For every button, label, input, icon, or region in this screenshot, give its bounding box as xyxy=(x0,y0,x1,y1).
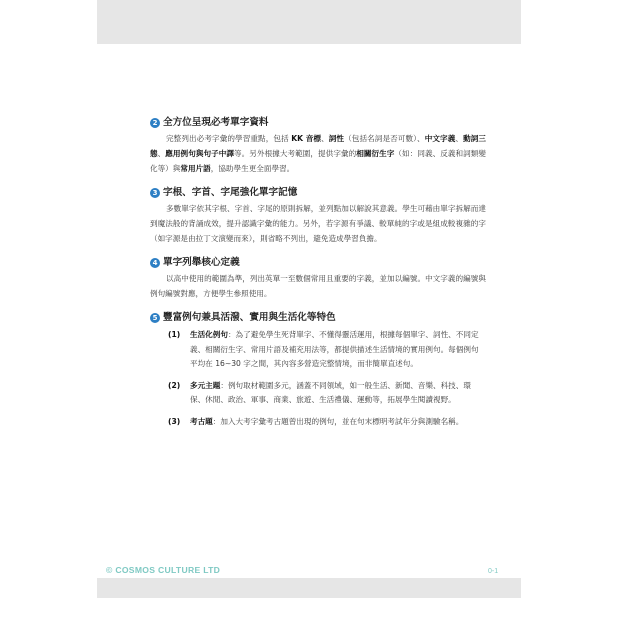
section-5 xyxy=(150,311,486,430)
list-item-title: 考古題 xyxy=(190,416,213,426)
list-item-text: ：為了避免學生死背單字、不懂得靈活運用，根據每個單字、詞性、不同定義、相關衍生字、常用片語及補充用法等，都提供描述生活情境的實用例句。每個例句平均在 16∼30 字之間，其內容多營造完整情境，而非簡單直述句。 xyxy=(190,330,479,369)
paragraph-text: 、 xyxy=(321,134,329,143)
list-item-body xyxy=(190,379,486,408)
list-item-number: (1) xyxy=(168,330,181,339)
list-item-body xyxy=(190,415,486,430)
section-paragraph xyxy=(150,131,486,176)
section-2 xyxy=(150,116,486,176)
top-gray-band xyxy=(97,0,521,44)
highlight-term: 中文字義 xyxy=(424,134,456,143)
paragraph-text: 以高中使用的範圍為準，列出英單一至數個常用且重要的字義，並加以編號。中文字義的編號與例句編號對應，方便學生參照使用。 xyxy=(150,274,486,298)
list-item xyxy=(168,415,486,430)
section-3 xyxy=(150,186,486,246)
highlight-term: 詞性 xyxy=(328,134,345,143)
bottom-gray-band xyxy=(97,578,521,598)
list-item-text: ：加入大考字彙考古題曾出現的例句，並在句末標明考試年分與測驗名稱。 xyxy=(212,416,464,426)
paragraph-text: 、 xyxy=(157,149,166,158)
paragraph-text: （包括名詞是否可數）、 xyxy=(344,134,425,143)
highlight-term: 相關衍生字 xyxy=(356,149,395,158)
section-heading xyxy=(150,256,486,269)
example-features-list xyxy=(150,328,486,430)
section-number-badge: 4 xyxy=(150,258,160,268)
section-paragraph xyxy=(150,271,486,301)
section-number-badge: 5 xyxy=(150,313,160,323)
highlight-term: 動詞三態 xyxy=(150,134,486,158)
section-title: 字根、字首、字尾強化單字記憶 xyxy=(163,187,298,198)
list-item-number: (2) xyxy=(168,380,181,390)
section-title: 全方位呈現必考單字資料 xyxy=(163,117,269,128)
list-item xyxy=(168,328,486,372)
section-title: 豐富例句兼具活潑、實用與生活化等特色 xyxy=(163,312,336,323)
list-item-body xyxy=(190,328,486,372)
publisher-brand: © COSMOS CULTURE LTD xyxy=(106,565,221,575)
section-4 xyxy=(150,256,486,301)
section-number-badge: 2 xyxy=(150,118,160,128)
section-number-badge: 3 xyxy=(150,188,160,198)
paragraph-text: ，協助學生更全面學習。 xyxy=(210,164,295,173)
page-number: 0-1 xyxy=(488,568,499,575)
section-paragraph xyxy=(150,201,486,246)
list-item-number: (3) xyxy=(168,416,181,426)
highlight-term: KK 音標 xyxy=(291,134,322,143)
section-heading xyxy=(150,186,486,199)
paragraph-text: 、 xyxy=(455,134,464,143)
list-item-title: 生活化例句 xyxy=(190,330,228,339)
section-title: 單字列舉核心定義 xyxy=(163,257,240,268)
list-item xyxy=(168,379,486,408)
section-heading xyxy=(150,116,486,129)
paragraph-text: 等。另外根據大考範圍，提供字彙的 xyxy=(234,149,357,158)
paragraph-text: 多數單字依其字根、字首、字尾的原則拆解，並列點加以解說其意義。學生可藉由單字拆解而達到魔法般的背誦成效，提升認識字彙的能力。另外，若字源有爭議、較單純的字或是組成較複雜的字（如字源是由拉丁文演變而來），則省略不列出，避免造成學習負擔。 xyxy=(150,204,486,243)
list-item-title: 多元主題 xyxy=(190,380,221,390)
paragraph-text: （如：同義、反義和詞類變化等）與 xyxy=(150,149,487,173)
highlight-term: 應用例句與句子中譯 xyxy=(165,149,235,158)
section-heading xyxy=(150,311,486,324)
highlight-term: 常用片語 xyxy=(180,164,211,173)
page-content xyxy=(150,116,486,437)
paragraph-text: 完整列出必考字彙的學習重點，包括 xyxy=(166,134,292,143)
list-item-text: ：例句取材範圍多元，涵蓋不同領域，如一般生活、新聞、音樂、科技、環保、休閒、政治、軍事、商業、旅遊、生活禮儀、運動等，拓展學生閱讀視野。 xyxy=(190,380,471,405)
